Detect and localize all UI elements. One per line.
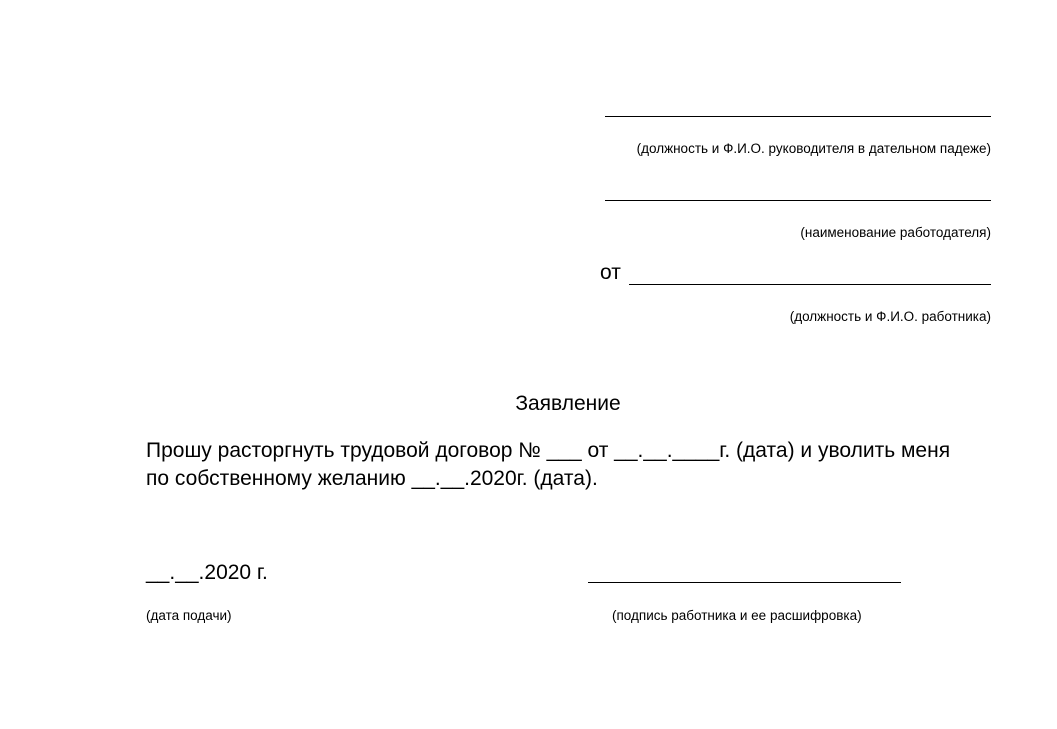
recipient-caption: (должность и Ф.И.О. руководителя в дательном падеже) <box>636 141 991 156</box>
document-title: Заявление <box>515 392 621 415</box>
from-label: от <box>600 261 621 284</box>
employee-line <box>629 284 991 285</box>
body-line-2: по собственному желанию __.__.2020г. (дата). <box>146 467 598 490</box>
employer-caption: (наименование работодателя) <box>800 225 991 240</box>
body-line-1: Прошу расторгнуть трудовой договор № ___ от __.__.____г. (дата) и уволить меня <box>146 439 951 462</box>
date-caption: (дата подачи) <box>146 608 232 623</box>
submission-date: __.__.2020 г. <box>146 561 268 584</box>
employer-line <box>605 200 991 201</box>
signature-line <box>588 582 901 583</box>
signature-caption: (подпись работника и ее расшифровка) <box>612 608 862 623</box>
recipient-line <box>605 116 991 117</box>
employee-caption: (должность и Ф.И.О. работника) <box>789 309 991 324</box>
